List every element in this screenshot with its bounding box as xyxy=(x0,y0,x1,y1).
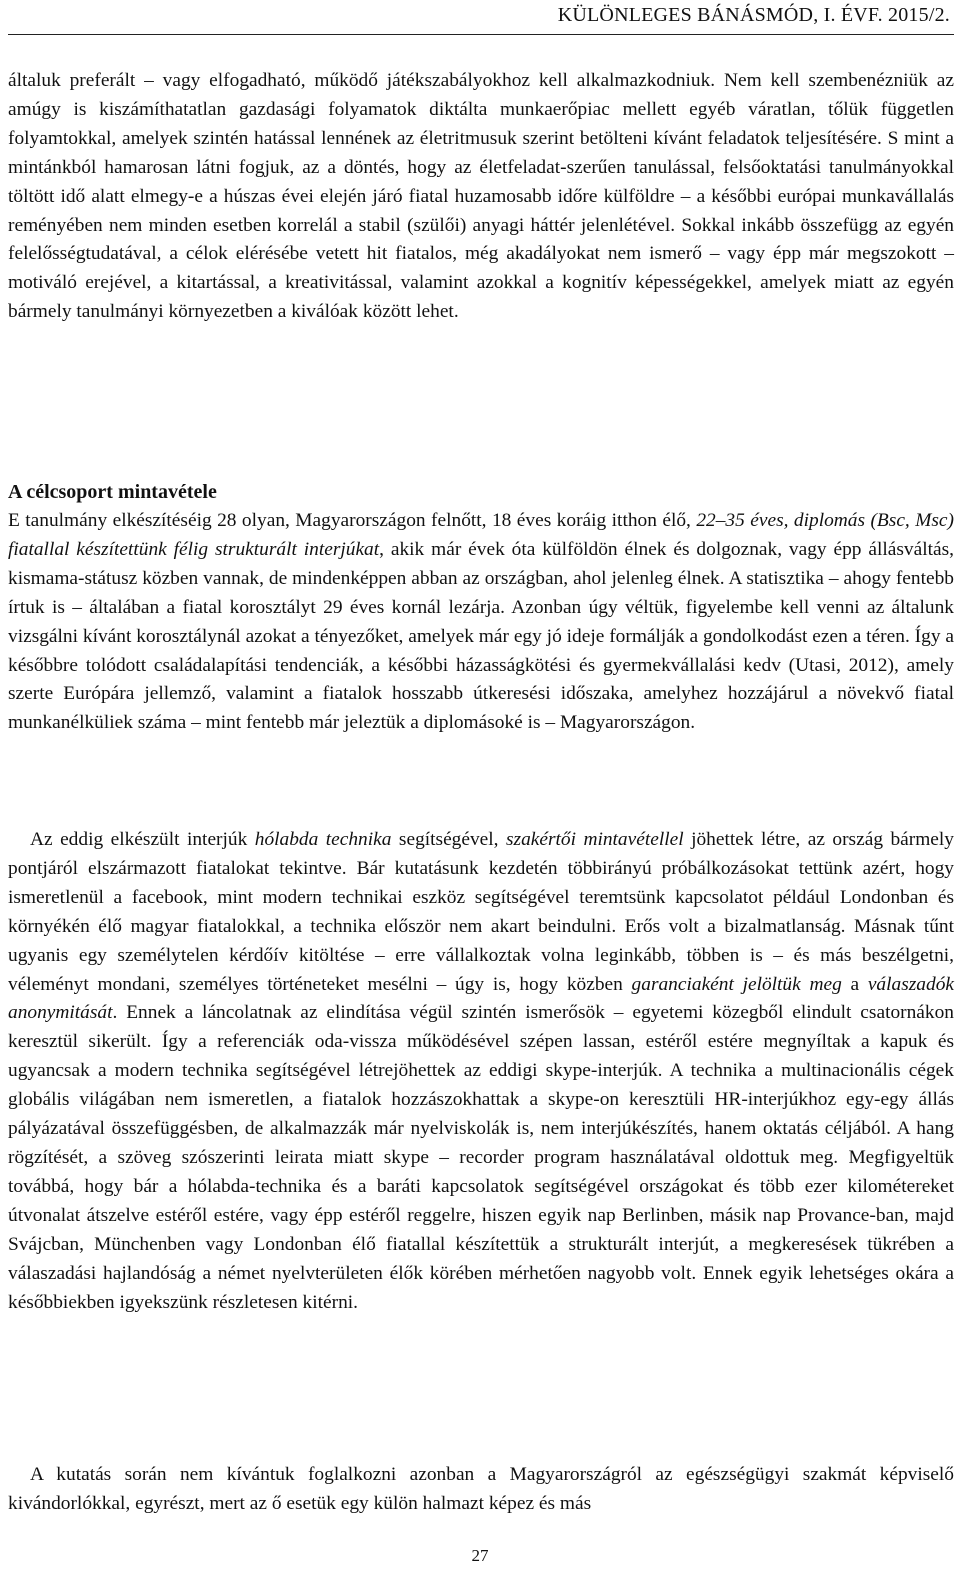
text-run: . Ennek a láncolatnak az elindítása végül szintén ismerősök – egyetemi közegből elindult csatornákon keresztül sikerült. Így a referenciák oda-vissza működésével szépen lassan, estéről estére megnyíltak a kapuk és ugyancsak a modern technika segítségével létrejöhettek az eddigi skype-interjúk. A technika a multinacionális cégek globális világában nem ismeretlen, a fiatalok hozzászokhattak a skype-on keresztüli HR-interjúkhoz egy-egy állás pályázatával összefüggésben, de alkalmazzák már nyelviskolák is, nem interjúkészítés, hanem oktatás céljából. A hang rögzítését, a szöveg szószerinti leirata miatt skype – recorder program használatával oldottuk meg. Megfigyeltük továbbá, hogy bár a hólabda-technika és a baráti kapcsolatok segítségével országokat és több ezer kilométereket útvonalat átszelve estéről estére, vagy épp estéről reggelre, hiszen egyik nap Berlinben, másik nap Provance-ban, majd Svájcban, Münchenben vagy Londonban élő fiatallal készítettük a strukturált interjút, a megkeresések tükrében a válaszadási hajlandóság a német nyelvterületen élők körében mérhetően nagyobb volt. Ennek egyik lehetséges okára a későbbiekben igyekszünk részletesen kitérni. xyxy=(8,1002,954,1313)
section-heading: A célcsoport mintavétele xyxy=(8,481,217,503)
text-run: jöhettek létre, az ország bármely pontjáról elszármazott fiatalokat tekintve. Bár kutatásunk kezdetén többirányú próbálkozásokat tettünk azért, hogy ismeretlenül a facebook, mint modern technikai eszköz segítségével teremtsünk kapcsolatot például Londonban és környékén élő magyar fiatalokkal, a technika először nem akart beindulni. Erős volt a bizalmatlanság. Másnak tűnt ugyanis egy személytelen kérdőív kitöltése – erre vállalkoztak volna leginkább, többen is – és más beszélgetni, véleményt mondani, személyes történeteket mesélni – úgy is, hogy közben xyxy=(8,829,954,995)
italic-phrase: 22–35 éves, diplomás (Bsc, Msc) fiatallal készítettünk félig strukturált interjúkat xyxy=(8,510,954,560)
text-run: , akik már évek óta külföldön élnek és dolgoznak, vagy épp állásváltás, kismama-státusz közben vannak, de mindenképpen abban az országban, ahol jelenleg élnek. A statisztika – ahogy fentebb írtuk is – általában a fiatal korosztályt 29 éves kornál lezárja. Azonban úgy véltük, figyelembe kell venni az általunk vizsgálni kívánt korosztálynál azokat a tényezőket, amelyek már egy jó ideje formálják a gondolkodást ezen a téren. Így a későbbre tolódott családalapítási tendenciák, a későbbi házasságkötési és gyermekvállalási kedv (Utasi, 2012), amely szerte Európára jellemző, valamint a fiatalok hosszabb útkeresési időszaka, amelyhez hozzájárul a növekvő fiatal munkanélküliek száma – mint fentebb már jeleztük a diplomásoké is – Magyarországon. xyxy=(8,538,954,734)
paragraph-method xyxy=(8,826,954,1317)
italic-phrase: garanciaként jelöltük meg xyxy=(631,973,842,995)
page-number: 27 xyxy=(471,1546,489,1565)
paragraph-continued: általuk preferált – vagy elfogadható, működő játékszabályokhoz kell alkalmazkodniuk. Nem kell szembenézniük az amúgy is kiszámíthatatlan gazdasági folyamatok diktálta munkaerőpiac mellett egyéb váratlan, tőlük független folyamtokkal, amelyek szintén hatással lennének az életritmusuk szerint betölteni kívánt feladatok teljesítésére. S mint a mintánkból hamarosan látni fogjuk, az a döntés, hogy az életfeladat-szerűen tanulással, felsőoktatási tanulmányokkal töltött idő alatt elmegy-e a húszas évei elején járó fiatal huzamosabb időre külföldre – a későbbi európai munkavállalás reményében nem minden esetben korrelál a stabil (szülői) anyagi háttér jelenlétével. Sokkal inkább összefügg az egyén felelősségtudatával, a célok elérésébe vetett hit fiatalos, még akadályokat nem ismerő – vagy épp már megszokott – motiváló erejével, a kitartással, a kreativitással, valamint azokkal a kognitív képességekkel, amelyek miatt az egyén bármely tanulmányi környezetben a kiválóak között lehet. xyxy=(8,70,954,323)
paragraph-exclusion: A kutatás során nem kívántuk foglalkozni azonban a Magyarországról az egészségügyi szakmát képviselő kivándorlókkal, egyrészt, mert az ő esetük egy külön halmazt képez és más xyxy=(8,1464,954,1514)
header-rule xyxy=(8,34,954,35)
italic-phrase: szakértői mintavétellel xyxy=(505,829,684,850)
paragraph-sample xyxy=(8,507,954,738)
text-run: a xyxy=(841,973,868,995)
italic-phrase: hólabda technika xyxy=(254,829,392,850)
text-run: Az eddig elkészült interjúk xyxy=(30,829,255,850)
italic-phrase: válaszadók anonymitását xyxy=(8,973,954,1024)
running-header: KÜLÖNLEGES BÁNÁSMÓD, I. ÉVF. 2015/2. xyxy=(557,4,950,26)
text-run: segítségével, xyxy=(391,829,506,850)
text-run: E tanulmány elkészítéséig 28 olyan, Magyarországon felnőtt, 18 éves koráig itthon élő, xyxy=(8,510,697,531)
